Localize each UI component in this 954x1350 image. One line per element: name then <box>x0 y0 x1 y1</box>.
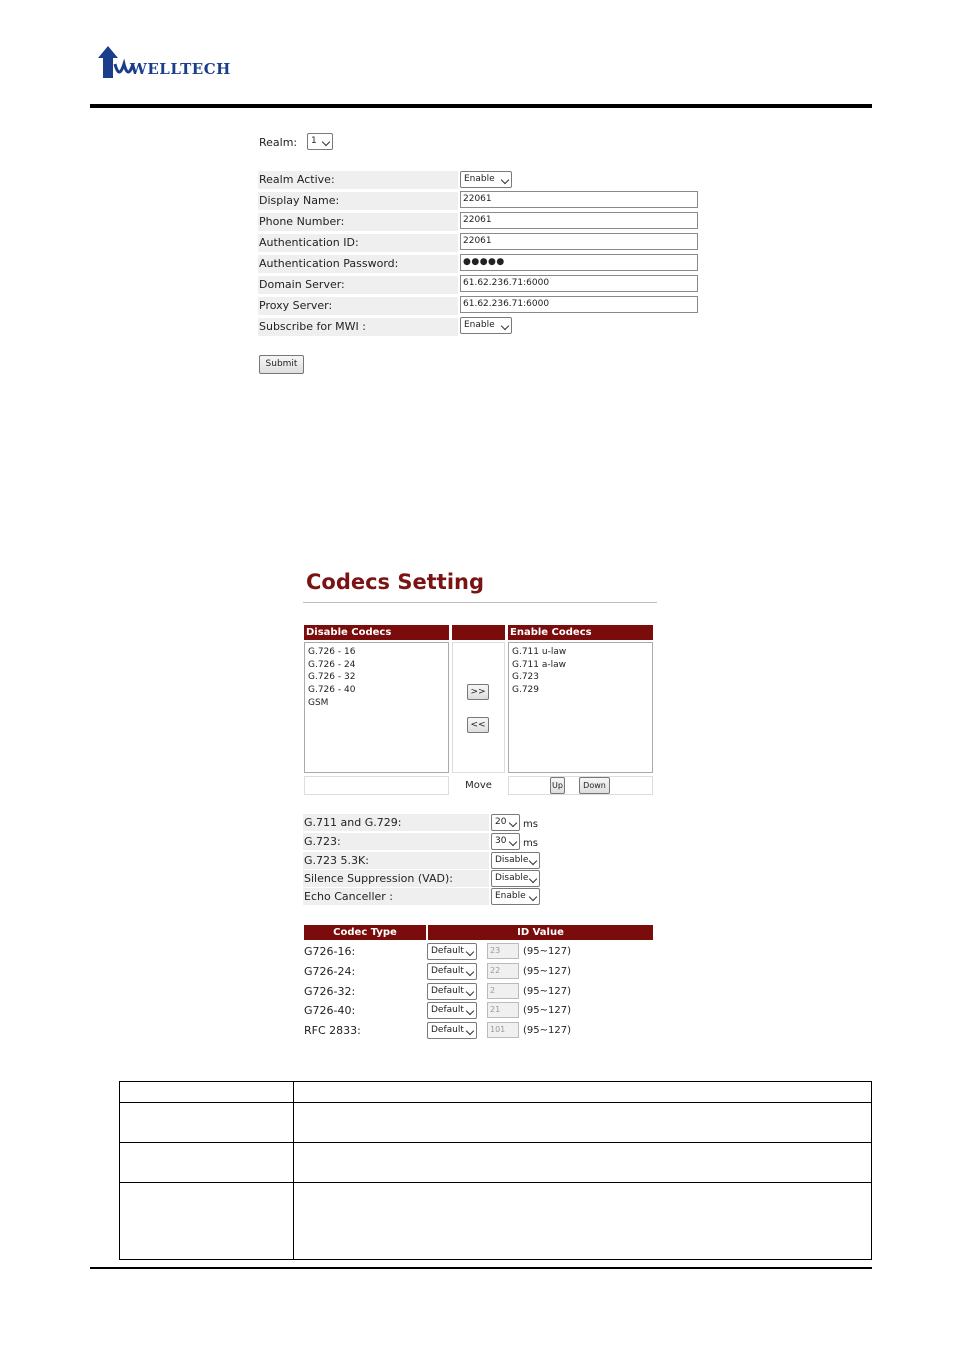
list-item[interactable]: GSM <box>308 697 329 708</box>
echo-canceller-select[interactable] <box>491 888 540 905</box>
move-left-button[interactable]: << <box>467 717 489 733</box>
phone-number-input[interactable]: 22061 <box>460 212 698 229</box>
g711-g729-value: 20 <box>495 817 507 827</box>
codec-mode-select[interactable] <box>427 1022 477 1039</box>
codec-mode-select[interactable] <box>427 983 477 1000</box>
vad-label: Silence Suppression (VAD): <box>304 872 453 885</box>
g723-value: 30 <box>495 836 507 846</box>
description-table <box>119 1081 872 1260</box>
codec-mode-value: Default <box>431 1005 464 1015</box>
move-label: Move <box>465 780 492 791</box>
chevron-down-icon <box>466 948 474 956</box>
realm-active-label: Realm Active: <box>259 173 335 186</box>
codec-mode-select[interactable] <box>427 943 477 960</box>
realm-value: 1 <box>311 136 317 146</box>
auth-password-label: Authentication Password: <box>259 257 399 270</box>
phone-number-label: Phone Number: <box>259 215 345 228</box>
echo-canceller-value: Enable <box>495 891 526 901</box>
chevron-down-icon <box>529 875 537 883</box>
proxy-server-input[interactable]: 61.62.236.71:6000 <box>460 296 698 313</box>
domain-server-input[interactable]: 61.62.236.71:6000 <box>460 275 698 292</box>
vad-select[interactable] <box>491 870 540 887</box>
table-row-divider <box>120 1142 871 1143</box>
chevron-down-icon <box>501 176 509 184</box>
realm-active-value: Enable <box>464 174 495 184</box>
codec-mode-value: Default <box>431 966 464 976</box>
move-right-button[interactable]: >> <box>467 684 489 700</box>
list-item[interactable]: G.726 - 16 <box>308 647 356 657</box>
id-value-header: ID Value <box>428 925 653 940</box>
subscribe-mwi-label: Subscribe for MWI : <box>259 320 366 333</box>
g723-unit: ms <box>523 838 538 849</box>
codec-mode-select[interactable] <box>427 1002 477 1019</box>
codec-mode-value: Default <box>431 1025 464 1035</box>
table-row-divider <box>120 1182 871 1183</box>
list-item[interactable]: G.726 - 40 <box>308 685 356 696</box>
disabled-codecs-list[interactable] <box>304 642 449 773</box>
realm-select[interactable] <box>307 133 333 150</box>
chevron-down-icon <box>466 968 474 976</box>
table-row-divider <box>120 1102 871 1103</box>
chevron-down-icon <box>529 893 537 901</box>
move-down-button[interactable]: Down <box>579 777 610 794</box>
codec-mode-value: Default <box>431 986 464 996</box>
codec-id-range: (95~127) <box>523 966 571 977</box>
codec-id-input[interactable]: 23 <box>487 943 519 959</box>
enabled-codecs-list[interactable] <box>508 642 653 773</box>
enable-codecs-header: Enable Codecs <box>508 625 653 640</box>
g723-53k-label: G.723 5.3K: <box>304 854 369 867</box>
codec-type-label: G726-32: <box>304 985 356 998</box>
auth-password-input[interactable]: ●●●●● <box>460 254 698 271</box>
domain-server-label: Domain Server: <box>259 278 345 291</box>
table-column-divider <box>293 1082 294 1259</box>
subscribe-mwi-select[interactable] <box>460 317 512 334</box>
g723-label: G.723: <box>304 835 341 848</box>
codecs-title: Codecs Setting <box>306 570 484 594</box>
g723-53k-select[interactable] <box>491 852 540 869</box>
g723-53k-value: Disable <box>495 855 529 865</box>
chevron-down-icon <box>466 988 474 996</box>
g711-g729-label: G.711 and G.729: <box>304 816 402 829</box>
header-divider <box>90 104 872 108</box>
title-divider <box>303 602 657 603</box>
chevron-down-icon <box>466 1027 474 1035</box>
submit-button[interactable]: Submit <box>259 355 304 374</box>
footer-divider <box>90 1267 872 1269</box>
move-column <box>452 642 505 773</box>
chevron-down-icon <box>529 857 537 865</box>
codec-id-range: (95~127) <box>523 1025 571 1036</box>
codec-type-label: G726-24: <box>304 965 356 978</box>
chevron-down-icon <box>501 322 509 330</box>
g723-select[interactable] <box>491 833 520 850</box>
codec-mode-value: Default <box>431 946 464 956</box>
codec-id-range: (95~127) <box>523 1005 571 1016</box>
chevron-down-icon <box>322 138 330 146</box>
auth-id-input[interactable]: 22061 <box>460 233 698 250</box>
disable-codecs-header: Disable Codecs <box>304 625 449 640</box>
display-name-input[interactable]: 22061 <box>460 191 698 208</box>
subscribe-mwi-value: Enable <box>464 320 495 330</box>
codec-id-input[interactable]: 2 <box>487 983 519 999</box>
codec-id-input[interactable]: 21 <box>487 1002 519 1018</box>
codec-mode-select[interactable] <box>427 963 477 980</box>
g711-g729-select[interactable] <box>491 814 520 831</box>
list-item[interactable]: G.711 u-law <box>512 647 567 657</box>
codec-id-range: (95~127) <box>523 946 571 957</box>
codec-type-label: G726-40: <box>304 1004 356 1017</box>
vad-value: Disable <box>495 873 529 883</box>
display-name-label: Display Name: <box>259 194 340 207</box>
realm-active-select[interactable] <box>460 171 512 188</box>
move-column-header <box>452 625 505 640</box>
auth-id-label: Authentication ID: <box>259 236 359 249</box>
chevron-down-icon <box>509 838 517 846</box>
codec-id-input[interactable]: 22 <box>487 963 519 979</box>
logo-wordmark: WELLTECH <box>130 60 231 78</box>
codec-id-input[interactable]: 101 <box>487 1022 519 1038</box>
echo-canceller-label: Echo Canceller : <box>304 890 394 903</box>
codec-type-label: G726-16: <box>304 945 356 958</box>
move-up-button[interactable]: Up <box>550 777 565 794</box>
list-item[interactable]: G.711 a-law <box>512 659 567 670</box>
realm-label: Realm: <box>259 136 298 149</box>
list-item[interactable]: G.726 - 24 <box>308 659 356 670</box>
codec-type-label: RFC 2833: <box>304 1024 361 1037</box>
g711-g729-unit: ms <box>523 819 538 830</box>
proxy-server-label: Proxy Server: <box>259 299 333 312</box>
list-item[interactable]: G.723 <box>512 672 540 683</box>
codec-id-range: (95~127) <box>523 986 571 997</box>
move-row-left-cell <box>304 776 449 795</box>
list-item[interactable]: G.726 - 32 <box>308 672 356 683</box>
chevron-down-icon <box>466 1007 474 1015</box>
codec-type-header: Codec Type <box>304 925 426 940</box>
list-item[interactable]: G.729 <box>512 685 540 696</box>
chevron-down-icon <box>509 819 517 827</box>
